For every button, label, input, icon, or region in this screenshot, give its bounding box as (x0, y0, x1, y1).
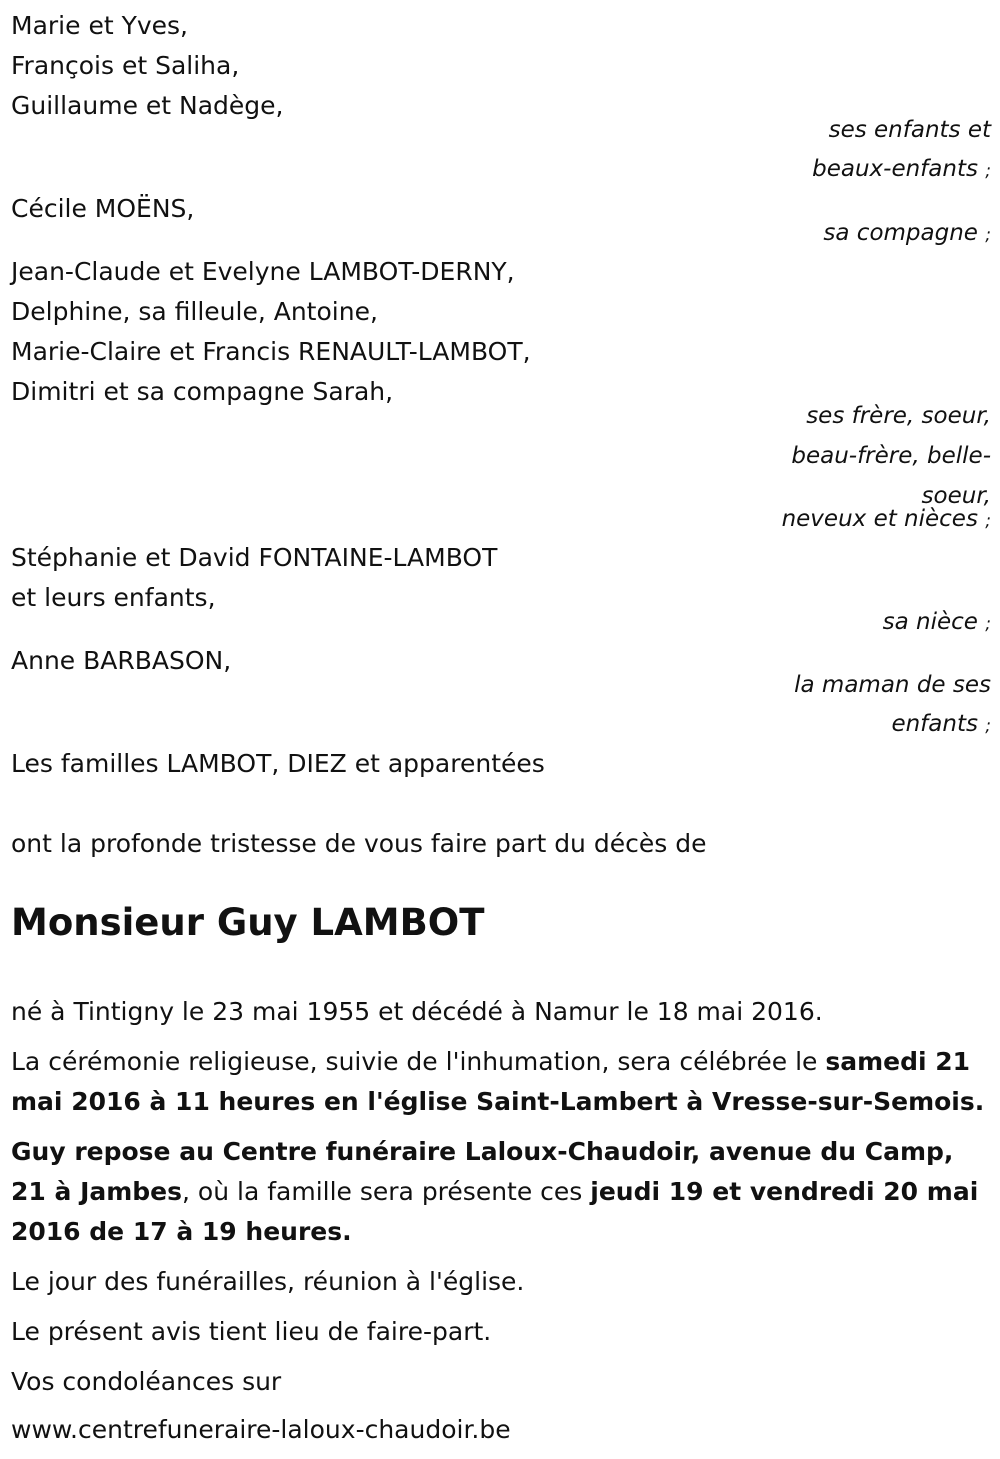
family-member-line: Anne BARBASON, (11, 646, 232, 675)
family-member-line: et leurs enfants, (11, 583, 216, 612)
relationship-text: enfants (891, 711, 978, 737)
family-member-line: Guillaume et Nadège, (11, 91, 284, 120)
relationship-label (782, 504, 991, 536)
relationship-separator: ; (985, 511, 991, 531)
relationship-label (829, 115, 991, 145)
notice-paragraph: Le présent avis tient lieu de faire-part. (11, 1317, 492, 1346)
relationship-separator: ; (985, 225, 991, 245)
families-line: Les familles LAMBOT, DIEZ et apparentées (11, 749, 545, 778)
ceremony-paragraph (11, 1042, 991, 1122)
funeral-meeting-paragraph: Le jour des funérailles, réunion à l'église. (11, 1267, 525, 1296)
ceremony-text: La cérémonie religieuse, suivie de l'inhumation, sera célébrée le (11, 1047, 826, 1076)
viewing-text: , où la famille sera présente ces (182, 1177, 591, 1206)
relationship-text: sa nièce (882, 609, 978, 635)
viewing-paragraph (11, 1132, 991, 1252)
birth-death-paragraph: né à Tintigny le 23 mai 1955 et décédé à Namur le 18 mai 2016. (11, 997, 823, 1026)
ceremony-details: samedi 21 mai 2016 à 11 heures en l'église Saint-Lambert à Vresse-sur-Semois. (11, 1047, 985, 1116)
relationship-separator: ; (985, 716, 991, 736)
relationship-text: la maman de ses (794, 672, 991, 698)
family-member-line: Cécile MOËNS, (11, 194, 195, 223)
relationship-text: beaux-enfants (812, 156, 978, 182)
announcement-line: ont la profonde tristesse de vous faire part du décès de (11, 829, 707, 858)
family-member-line: Delphine, sa filleule, Antoine, (11, 297, 378, 326)
family-member-line: Marie et Yves, (11, 11, 188, 40)
relationship-label (883, 607, 991, 639)
relationship-text: ses enfants et (828, 117, 991, 143)
viewing-dates: jeudi 19 et vendredi 20 mai 2016 de 17 à 19 heures. (11, 1177, 979, 1246)
relationship-label (891, 709, 991, 741)
relationship-label (791, 441, 991, 471)
family-member-line: Jean-Claude et Evelyne LAMBOT-DERNY, (11, 257, 515, 286)
relationship-label (794, 670, 991, 700)
relationship-label (812, 154, 991, 186)
deceased-name: Monsieur Guy LAMBOT (11, 901, 485, 944)
relationship-text: sa compagne (823, 220, 978, 246)
condolences-website-link[interactable]: www.centrefuneraire-laloux-chaudoir.be (11, 1415, 511, 1444)
relationship-text: beau-frère, belle- (791, 443, 991, 469)
condolences-label: Vos condoléances sur (11, 1367, 282, 1396)
relationship-text: neveux et nièces (781, 506, 978, 532)
relationship-separator: ; (985, 614, 991, 634)
relationship-label (823, 218, 991, 250)
relationship-text: ses frère, soeur, (806, 403, 991, 429)
family-member-line: Stéphanie et David FONTAINE-LAMBOT (11, 543, 498, 572)
family-member-line: François et Saliha, (11, 51, 240, 80)
family-member-line: Dimitri et sa compagne Sarah, (11, 377, 394, 406)
family-member-line: Marie-Claire et Francis RENAULT-LAMBOT, (11, 337, 531, 366)
relationship-label (806, 401, 991, 431)
relationship-text: soeur, (921, 483, 991, 509)
viewing-location: Guy repose au Centre funéraire Laloux-Chaudoir, avenue du Camp, 21 à Jambes (11, 1137, 954, 1206)
relationship-separator: ; (985, 161, 991, 181)
